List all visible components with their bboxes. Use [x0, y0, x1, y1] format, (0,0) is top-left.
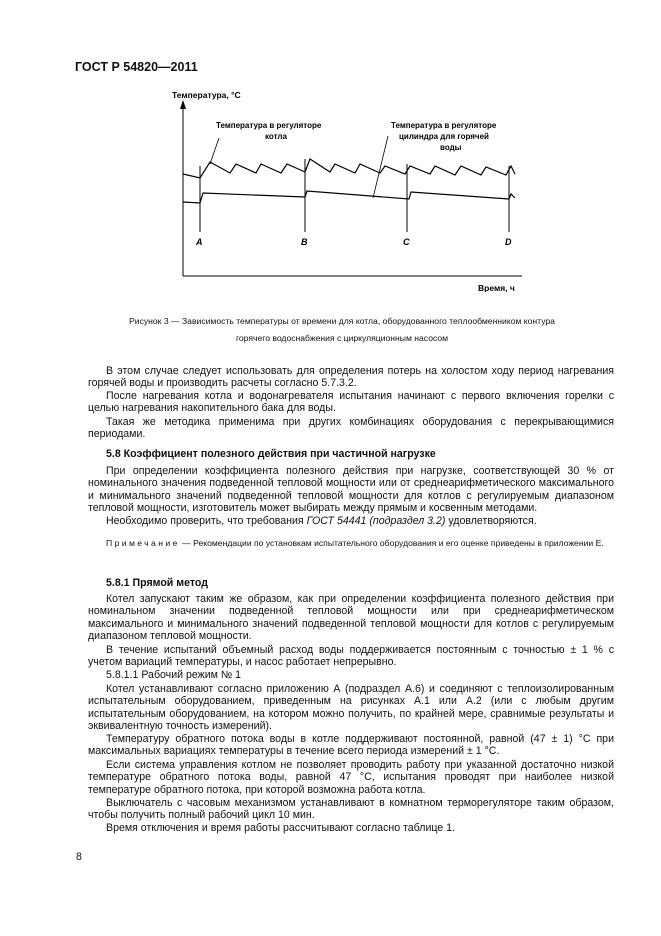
cylinder-temperature-curve — [183, 191, 515, 203]
paragraph: Такая же методика применима при других комбинациях оборудования с перекрывающимися периодами. — [88, 416, 614, 441]
subsection-heading: 5.8.1.1 Рабочий режим № 1 — [106, 669, 242, 681]
paragraph: Время отключения и время работы рассчитывают согласно таблице 1. — [106, 822, 455, 834]
boiler-label-line2: котла — [265, 132, 287, 141]
paragraph: Котел запускают таким же образом, как при определении коэффициента полезного действия при номинальном значении подведенной тепловой мощности или при среднеарифметическом максимального и минимального значений подведенной тепловой мощности для котлов с регулируемым диапазоном тепловой мощности. — [88, 593, 614, 643]
point-label-a: A — [196, 237, 203, 247]
paragraph: В течение испытаний объемный расход воды поддерживается постоянным с точностью ± 1 % с учетом вариаций температуры, и насос работает непрерывно. — [88, 644, 614, 669]
boiler-label-leader — [210, 138, 219, 164]
paragraph: Температуру обратного потока воды в котле поддерживают постоянной, равной (47 ± 1) °С при максимальных вариациях температуры в течение всего периода измерений ± 1 °С. — [88, 733, 614, 758]
paragraph: Если система управления котлом не позволяет проводить работу при указанной достаточно низкой температуре обратного потока воды, равной 47 °С, испытания проводят при наиболее низкой температуре обратного потока, при которой возможна работа котла. — [88, 759, 614, 796]
section-heading-5-8: 5.8 Коэффициент полезного действия при частичной нагрузке — [106, 448, 436, 460]
figure-caption — [92, 313, 592, 347]
point-label-c: C — [403, 237, 410, 247]
text-fragment: Необходимо проверить, что требования — [106, 515, 307, 527]
note — [88, 537, 614, 549]
document-header: ГОСТ Р 54820—2011 — [75, 60, 198, 74]
paragraph: В этом случае следует использовать для определения потерь на холостом ходу период нагревания горячей воды и производить расчеты согласно 5.7.3.2. — [88, 365, 614, 390]
cylinder-label-line1: Температура в регуляторе — [391, 121, 497, 130]
boiler-label-line1: Температура в регуляторе — [216, 121, 322, 130]
standard-reference: ГОСТ 54441 (подраздел 3.2) — [306, 515, 446, 527]
page-number: 8 — [76, 851, 82, 863]
note-text: — Рекомендации по установкам испытательного оборудования и его оценке приведены в приложении Е. — [179, 538, 604, 548]
section-heading-5-8-1: 5.8.1 Прямой метод — [106, 577, 208, 589]
paragraph: Котел устанавливают согласно приложению А (подраздел А.6) и соединяют с теплоизолированным испытательным оборудованием, приведенным на рисунках А.1 или А.2 (или с любым другим испытательным оборудованием, на котором можно получить, по крайней мере, сравнимые результаты и эквивалентную точность измерений). — [88, 683, 614, 733]
cylinder-label-line3: воды — [440, 143, 462, 152]
figure-caption-line2: горячего водоснабжения с циркуляционным насосом — [235, 333, 449, 343]
boiler-temperature-curve — [183, 159, 515, 178]
temperature-time-figure — [170, 86, 530, 292]
y-axis-arrow-icon — [180, 100, 186, 109]
paragraph: Выключатель с часовым механизмом устанавливают в комнатном терморегуляторе таким образом, чтобы получить полный рабочий цикл 10 мин. — [88, 797, 614, 822]
paragraph — [88, 515, 614, 527]
paragraph: При определении коэффициента полезного действия при нагрузке, соответствующей 30 % от номинального значения подведенной тепловой мощности или от среднеарифметического максимального и минимального значений подведенной тепловой мощности для котлов с регулируемым диапазоном тепловой мощности, изготовитель может выбирать между прямым и косвенным методами. — [88, 465, 614, 515]
figure-caption-line1: Рисунок 3 — Зависимость температуры от времени для котла, оборудованного теплообменником контура — [129, 316, 555, 326]
y-axis-label: Температура, °C — [172, 90, 241, 100]
point-label-d: D — [505, 237, 512, 247]
point-label-b: B — [301, 237, 308, 247]
note-label: Примечание — [106, 538, 180, 548]
cylinder-label-leader — [373, 136, 388, 198]
text-fragment: удовлетворяются. — [445, 515, 537, 527]
x-axis-label: Время, ч — [478, 283, 515, 292]
cylinder-label-line2: цилиндра для горячей — [399, 132, 489, 141]
paragraph: После нагревания котла и водонагревателя испытания начинают с первого включения горелки с целью нагревания накопительного бака для воды. — [88, 390, 614, 415]
